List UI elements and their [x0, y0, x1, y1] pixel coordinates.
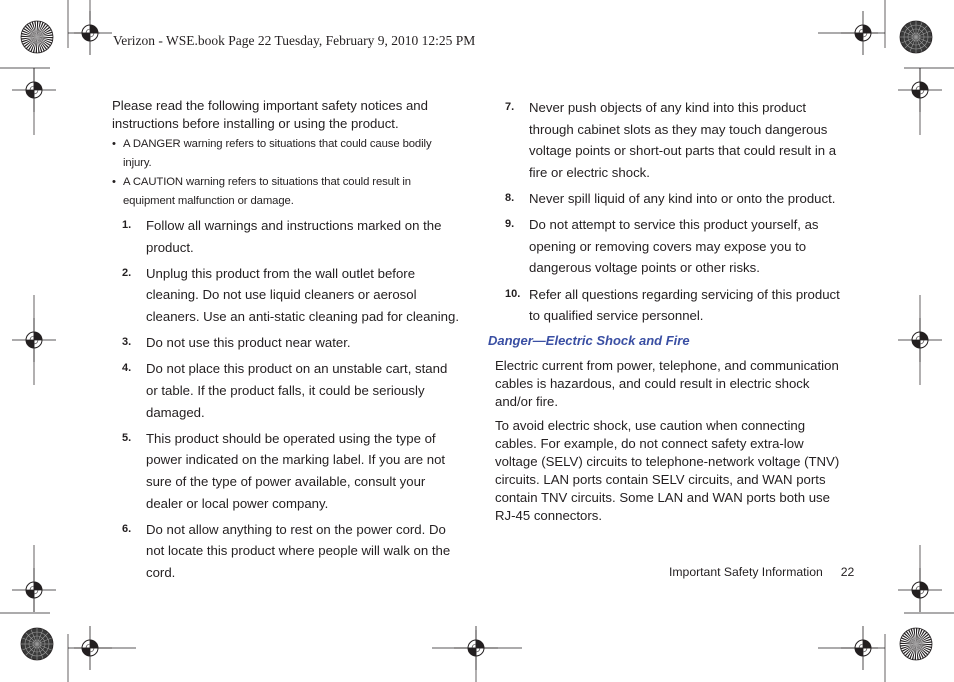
- bullet-text: A CAUTION warning refers to situations that could result in equipment malfunction or damage.: [123, 176, 411, 207]
- registration-mark-icon: [68, 626, 112, 670]
- step-text: Follow all warnings and instructions marked on the product.: [146, 218, 442, 255]
- step-number: 3.: [122, 336, 132, 349]
- step-text: Unplug this product from the wall outlet before cleaning. Do not use liquid cleaners or aerosol cleaners. Use an anti-static cleaning pad for cleaning.: [146, 265, 460, 324]
- page-footer: [669, 565, 854, 579]
- registration-mark-icon: [12, 318, 56, 362]
- color-wheel-icon: [900, 628, 932, 660]
- bullet-icon: •: [112, 138, 116, 150]
- steps-list-right: [505, 97, 845, 327]
- color-wheel-icon: [21, 21, 53, 53]
- step-number: 1.: [122, 219, 132, 231]
- registration-mark-icon: [12, 68, 56, 112]
- list-item: [112, 519, 462, 584]
- list-item: [505, 214, 845, 279]
- step-text: This product should be operated using the type of power indicated on the marking label. If you are not sure of the type of power available, consult your dealer or local power company.: [146, 430, 446, 511]
- list-item: [112, 215, 462, 258]
- list-item: [112, 358, 462, 423]
- step-text: Do not attempt to service this product yourself, as opening or removing covers may expose you to dangerous voltage points or other risks.: [529, 217, 819, 276]
- step-text: Do not use this product near water.: [146, 335, 351, 351]
- left-column: [112, 97, 462, 588]
- warning-bullets: [112, 135, 462, 211]
- registration-mark-icon: [898, 318, 942, 362]
- step-text: Refer all questions regarding servicing of this product to qualified service personnel.: [529, 286, 840, 324]
- page-header-file-info: Verizon - WSE.book Page 22 Tuesday, February 9, 2010 12:25 PM: [113, 33, 476, 48]
- section-paragraph: Electric current from power, telephone, and communication cables is hazardous, and could result in electric shock and/or fire.: [495, 358, 839, 409]
- step-number: 2.: [122, 266, 132, 279]
- section-body: [495, 357, 840, 531]
- registration-mark-icon: [68, 11, 112, 55]
- bullet-danger: [112, 135, 462, 173]
- list-item: [505, 97, 845, 183]
- list-item: [112, 263, 462, 328]
- step-text: Do not place this product on an unstable cart, stand or table. If the product falls, it could be seriously damaged.: [146, 361, 448, 420]
- list-item: [112, 428, 462, 514]
- step-number: 8.: [505, 191, 515, 204]
- step-text: Never spill liquid of any kind into or onto the product.: [529, 190, 836, 206]
- bullet-icon: •: [112, 176, 116, 188]
- page-number: 22: [840, 565, 855, 579]
- section-heading: Danger—Electric Shock and Fire: [488, 333, 690, 348]
- steps-list-left: [112, 215, 462, 583]
- step-text: Do not allow anything to rest on the power cord. Do not locate this product where people will walk on the cord.: [146, 521, 451, 580]
- registration-mark-icon: [454, 626, 498, 670]
- bullet-caution: [112, 173, 462, 211]
- bullet-text: A DANGER warning refers to situations that could cause bodily injury.: [123, 138, 432, 169]
- registration-mark-icon: [841, 626, 885, 670]
- registration-mark-icon: [898, 568, 942, 612]
- color-wheel-icon: [21, 628, 53, 660]
- registration-mark-icon: [898, 68, 942, 112]
- step-number: 4.: [122, 362, 132, 375]
- section-paragraph: To avoid electric shock, use caution when connecting cables. For example, do not connect safety extra-low voltage (SELV) circuits to telephone-network voltage (TNV) circuits. LAN ports contain SELV circuits, and WAN ports contain TNV circuits. Some LAN and WAN ports both use RJ-45 connectors.: [495, 418, 840, 523]
- list-item: [505, 284, 845, 327]
- footer-section-name: Important Safety Information: [669, 565, 823, 579]
- step-number: 6.: [122, 522, 132, 535]
- step-text: Never push objects of any kind into this product through cabinet slots as they may touch dangerous voltage points or short-out parts that could result in a fire or electric shock.: [529, 100, 837, 180]
- step-number: 9.: [505, 218, 515, 231]
- step-number: 10.: [505, 287, 521, 300]
- step-number: 5.: [122, 431, 132, 444]
- list-item: [505, 188, 845, 210]
- registration-mark-icon: [841, 11, 885, 55]
- list-item: [112, 332, 462, 354]
- registration-mark-icon: [12, 568, 56, 612]
- intro-text: Please read the following important safety notices and instructions before installing or using the product.: [112, 98, 428, 131]
- step-number: 7.: [505, 101, 515, 113]
- right-column: [505, 97, 845, 331]
- color-wheel-icon: [900, 21, 932, 53]
